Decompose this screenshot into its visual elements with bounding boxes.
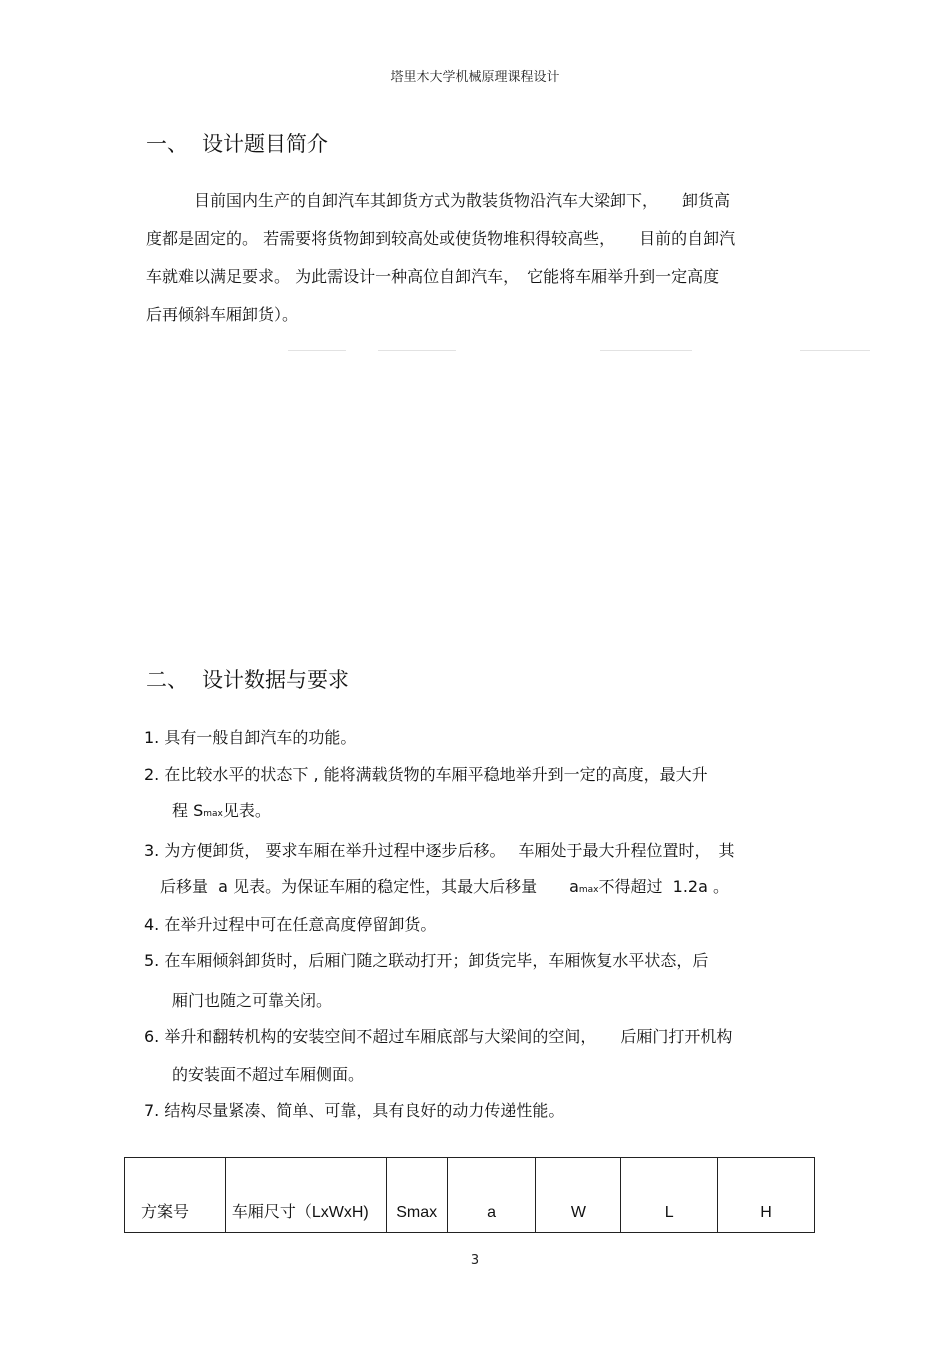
running-header: 塔里木大学机械原理课程设计 <box>390 70 560 85</box>
paragraph-line: 度都是固定的。 若需要将货物卸到较高处或使货物堆积得较高些， 目前的自卸汽 <box>146 229 736 248</box>
requirement-item-continuation <box>160 874 729 897</box>
section-title: 设计题目简介 <box>202 132 328 156</box>
scan-artifact-line <box>378 350 456 351</box>
subscript: max <box>203 809 223 819</box>
table-header-cell: Smax <box>386 1158 447 1233</box>
scan-artifact-line <box>800 350 870 351</box>
table-header-row <box>125 1158 815 1233</box>
section-number: 一、 <box>146 132 188 156</box>
table-header-cell: W <box>536 1158 621 1233</box>
design-data-table <box>124 1157 815 1233</box>
requirement-item: 1. 具有一般自卸汽车的功能。 <box>144 728 357 747</box>
paragraph-line: 车就难以满足要求。 为此需设计一种高位自卸汽车， 它能将车厢举升到一定高度 <box>146 267 720 286</box>
requirement-item-continuation <box>172 798 271 821</box>
table-header-cell: a <box>447 1158 536 1233</box>
scan-artifact-line <box>288 350 346 351</box>
table-header-cell: L <box>621 1158 718 1233</box>
requirement-item-continuation: 厢门也随之可靠关闭。 <box>172 991 333 1010</box>
table-header-cell: H <box>718 1158 815 1233</box>
requirement-item: 5. 在车厢倾斜卸货时，后厢门随之联动打开；卸货完毕，车厢恢复水平状态，后 <box>144 951 709 970</box>
requirement-item-continuation: 的安装面不超过车厢侧面。 <box>172 1065 365 1084</box>
section-heading-1 <box>146 128 328 158</box>
table-header-cell: 方案号 <box>125 1158 226 1233</box>
table-header-cell: 车厢尺寸（LxWxH) <box>225 1158 386 1233</box>
section-number: 二、 <box>146 668 188 692</box>
requirement-item: 3. 为方便卸货， 要求车厢在举升过程中逐步后移。 车厢处于最大升程位置时， 其 <box>144 841 735 860</box>
scan-artifact-line <box>600 350 692 351</box>
requirement-item: 7. 结构尽量紧凑、简单、可靠，具有良好的动力传递性能。 <box>144 1101 565 1120</box>
requirement-item: 2. 在比较水平的状态下 , 能将满载货物的车厢平稳地举升到一定的高度，最大升 <box>144 765 708 784</box>
subscript: max <box>578 885 599 895</box>
section-heading-2 <box>146 664 349 694</box>
paragraph-line: 后再倾斜车厢卸货）。 <box>146 305 299 324</box>
paragraph-line: 目前国内生产的自卸汽车其卸货方式为散装货物沿汽车大梁卸下， 卸货高 <box>146 191 731 210</box>
text-span: 见表。 <box>222 801 271 820</box>
section-title: 设计数据与要求 <box>202 668 349 692</box>
text-span: 不得超过 1.2a 。 <box>598 877 729 896</box>
text-span: 程 S <box>172 801 204 820</box>
requirement-item: 4. 在举升过程中可在任意高度停留卸货。 <box>144 915 437 934</box>
text-span: 后移量 a 见表。为保证车厢的稳定性，其最大后移量 a <box>160 877 579 896</box>
requirement-item: 6. 举升和翻转机构的安装空间不超过车厢底部与大梁间的空间， 后厢门打开机构 <box>144 1027 733 1046</box>
page-number: 3 <box>470 1253 480 1268</box>
